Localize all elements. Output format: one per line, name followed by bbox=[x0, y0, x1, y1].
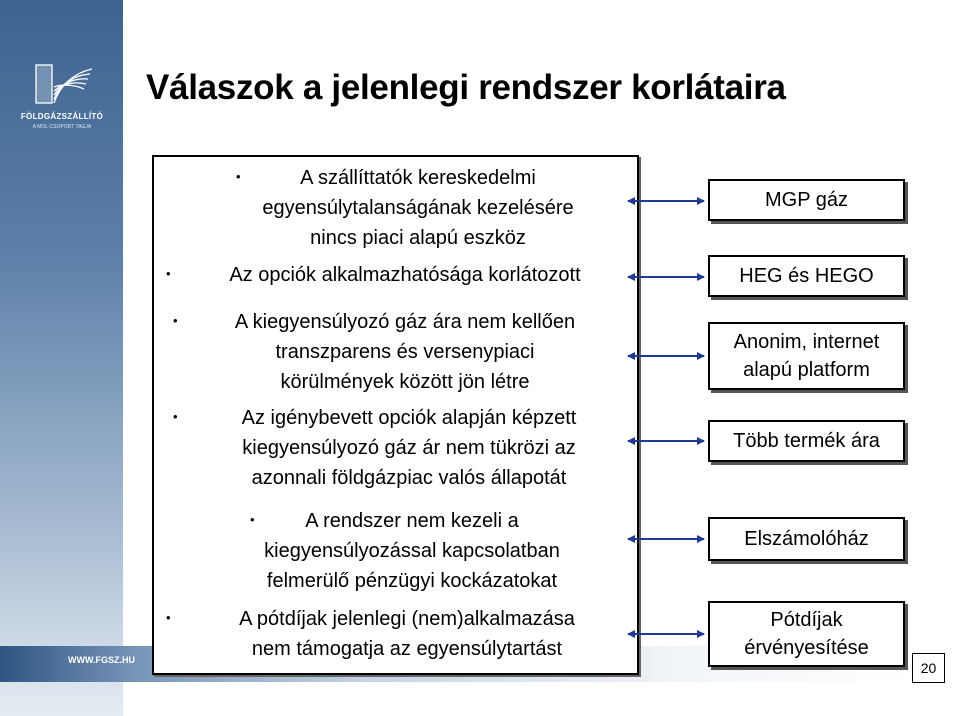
bullet-icon: • bbox=[250, 512, 255, 527]
solution-box: Pótdíjak érvényesítése bbox=[708, 601, 905, 667]
problem-item: Az opciók alkalmazhatósága korlátozott bbox=[229, 264, 581, 286]
solution-box: Elszámolóház bbox=[708, 517, 905, 561]
problem-item: A rendszer nem kezeli a kiegyensúlyozással kapcsolatban felmerülő pénzügyi kockázatokat bbox=[264, 510, 560, 592]
solution-box: HEG és HEGO bbox=[708, 255, 905, 297]
bullet-icon: • bbox=[166, 266, 171, 281]
bullet-icon: • bbox=[236, 169, 241, 184]
bullet-icon: • bbox=[166, 610, 171, 625]
problem-item: Az igénybevett opciók alapján képzett kiegyensúlyozó gáz ár nem tükrözi az azonnali földgázpiac valós állapotát bbox=[241, 407, 577, 489]
problem-item: A szállíttatók kereskedelmi egyensúlytalanságának kezelésére nincs piaci alapú eszköz bbox=[262, 167, 574, 249]
logo-name: FÖLDGÁZSZÁLLÍTÓ bbox=[20, 112, 104, 121]
problem-item: A pótdíjak jelenlegi (nem)alkalmazása nem támogatja az egyensúlytartást bbox=[239, 608, 575, 660]
logo-subtitle: A MOL-CSOPORT TAGJA bbox=[32, 124, 92, 130]
bullet-icon: • bbox=[173, 409, 178, 424]
page-title: Válaszok a jelenlegi rendszer korlátaira bbox=[146, 68, 786, 107]
solution-box: Anonim, internet alapú platform bbox=[708, 322, 905, 390]
page-number: 20 bbox=[912, 653, 945, 683]
solution-box: MGP gáz bbox=[708, 179, 905, 221]
problem-item: A kiegyensúlyozó gáz ára nem kellően transzparens és versenypiaci körülmények között jön létre bbox=[234, 311, 576, 393]
solution-box: Több termék ára bbox=[708, 420, 905, 462]
bullet-icon: • bbox=[173, 313, 178, 328]
footer-url: WWW.FGSZ.HU bbox=[68, 655, 135, 665]
